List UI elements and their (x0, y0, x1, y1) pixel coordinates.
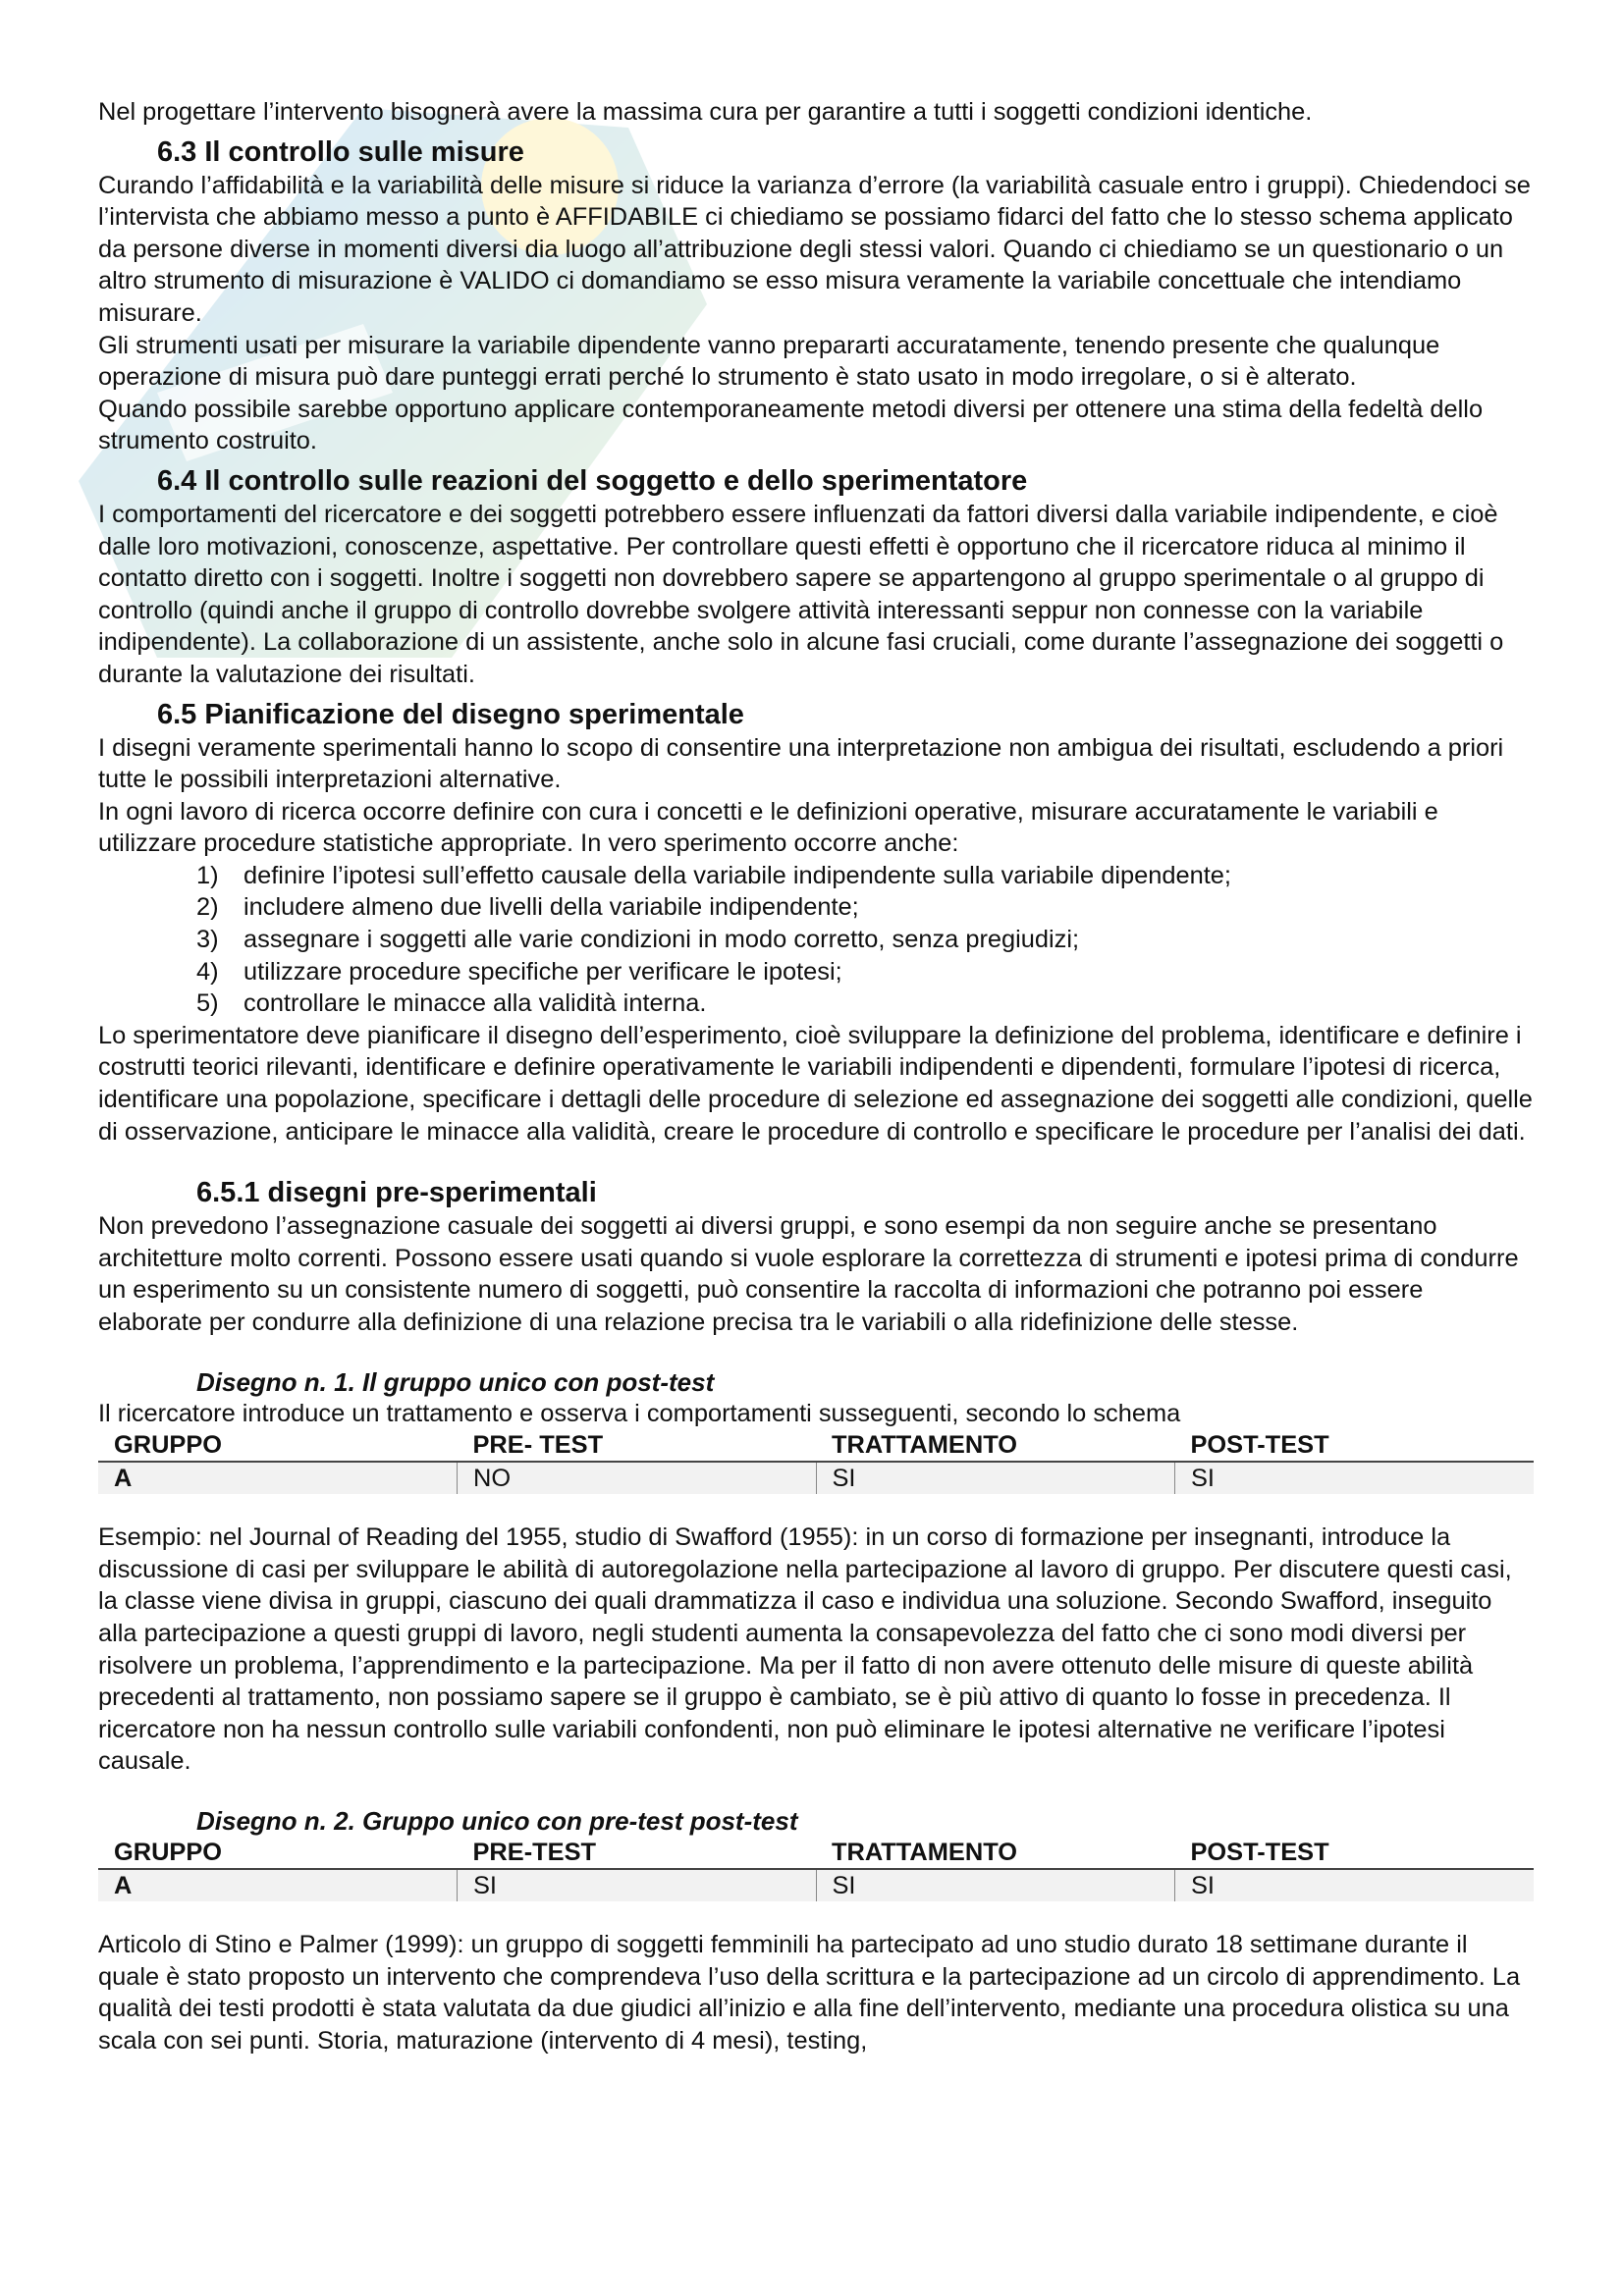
table-cell: SI (816, 1869, 1175, 1901)
table-header-gruppo: GRUPPO (98, 1429, 458, 1462)
section-6-5-paragraph-1: I disegni veramente sperimentali hanno lo scopo di consentire una interpretazione non ambigua dei risultati, escludendo a priori tutte le possibili interpretazioni alternative. (98, 733, 1504, 794)
table-header-post-test: POST-TEST (1175, 1837, 1535, 1869)
table-cell: SI (1175, 1869, 1535, 1901)
design-2-example: Articolo di Stino e Palmer (1999): un gruppo di soggetti femminili ha partecipato ad uno studio durato 18 settimane durante il quale è stato proposto un intervento che comprendeva l’uso della scrittura e la partecipazione ad un circolo di apprendimento. La qualità dei testi prodotti è stata valutata da due giudici all’inizio e alla fine dell’intervento, mediante una procedura olistica su una scala con sei punti. Storia, maturazione (intervento di 4 mesi), testing, (98, 1930, 1521, 2055)
section-6-5-paragraph-3: Lo sperimentatore deve pianificare il disegno dell’esperimento, cioè sviluppare la definizione del problema, identificare e definire i costrutti teorici rilevanti, identificare e definire operativamente le variabili indipendenti e dipendenti, formulare l’ipotesi di ricerca, identificare una popolazione, specificare i dettagli delle procedure di selezione ed assegnazione dei soggetti alle condizioni, quelle di osservazione, anticipare le minacce alla validità, creare le procedure di controllo e specificare le procedure per l’analisi dei dati. (98, 1021, 1533, 1146)
table-cell: A (98, 1462, 458, 1494)
section-6-4-paragraph: I comportamenti del ricercatore e dei soggetti potrebbero essere influenzati da fattori diversi dalla variabile indipendente, e cioè dalle loro motivazioni, conoscenze, aspettative. Per controllare questi effetti è opportuno che il ricercatore riduca al minimo il contatto diretto con i soggetti. Inoltre i soggetti non dovrebbero sapere se appartengono al gruppo sperimentale o al gruppo di controllo (quindi anche il gruppo di controllo dovrebbe svolgere attività interessanti seppur non connesse con la variabile indipendente). La collaborazione di un assistente, anche solo in alcune fasi cruciali, come durante l’assegnazione dei soggetti o durante la valutazione dei risultati. (98, 500, 1504, 688)
table-cell: SI (458, 1869, 817, 1901)
list-item: 2) includere almeno due livelli della variabile indipendente; (196, 893, 859, 922)
table-row (98, 1462, 1534, 1494)
section-6-3-paragraph-3: Quando possibile sarebbe opportuno applicare contemporaneamente metodi diversi per ottenere una stima della fedeltà dello strumento costruito. (98, 395, 1484, 455)
design-2-heading: Disegno n. 2. Gruppo unico con pre-test post-test (196, 1805, 798, 1836)
design-1-heading: Disegno n. 1. Il gruppo unico con post-test (196, 1366, 715, 1397)
table-cell: SI (816, 1462, 1175, 1494)
section-6-5-1-heading: 6.5.1 disegni pre-sperimentali (196, 1177, 597, 1209)
table-header-trattamento: TRATTAMENTO (816, 1837, 1175, 1869)
table-header-pre-test: PRE- TEST (458, 1429, 817, 1462)
list-item: 5) controllare le minacce alla validità interna. (196, 989, 707, 1018)
section-6-3-heading: 6.3 Il controllo sulle misure (157, 135, 524, 168)
document-page (98, 96, 1534, 2056)
design-1-table (98, 1429, 1534, 1494)
table-cell: SI (1175, 1462, 1535, 1494)
design-2-table (98, 1837, 1534, 1901)
section-6-3-paragraph-1: Curando l’affidabilità e la variabilità delle misure si riduce la varianza d’errore (la variabilità casuale entro i gruppi). Chiedendoci se l’intervista che abbiamo messo a punto è AFFIDABILE ci chiediamo se possiamo fidarci del fatto che lo stesso schema applicato da persone diverse in momenti diversi dia luogo all’attribuzione degli stessi valori. Quando ci chiediamo se un questionario o un altro strumento di misurazione è VALIDO ci domandiamo se esso misura veramente la variabile concettuale che intendiamo misurare. (98, 171, 1531, 327)
table-header-post-test: POST-TEST (1175, 1429, 1535, 1462)
section-6-5-heading: 6.5 Pianificazione del disegno sperimentale (157, 698, 744, 730)
list-item: 3) assegnare i soggetti alle varie condizioni in modo corretto, senza pregiudizi; (196, 926, 1080, 954)
section-6-4-heading: 6.4 Il controllo sulle reazioni del soggetto e dello sperimentatore (157, 464, 1028, 497)
section-6-5-1-paragraph: Non prevedono l’assegnazione casuale dei soggetti ai diversi gruppi, e sono esempi da non seguire anche se presentano architetture molto correnti. Possono essere usati quando si vuole esplorare la correttezza di strumenti e ipotesi prima di condurre un esperimento su un consistente numero di soggetti, può consentire la raccolta di informazioni che potranno poi essere elaborate per condurre alla definizione di una relazione precisa tra le variabili o alla ridefinizione delle stesse. (98, 1212, 1519, 1336)
table-cell: A (98, 1869, 458, 1901)
table-header-gruppo: GRUPPO (98, 1837, 458, 1869)
design-1-example: Esempio: nel Journal of Reading del 1955, studio di Swafford (1955): in un corso di formazione per insegnanti, introduce la discussione di casi per sviluppare le abilità di autoregolazione nella partecipazione al lavoro di gruppo. Per discutere questi casi, la classe viene divisa in gruppi, ciascuno dei quali drammatizza il caso e individua una soluzione. Secondo Swafford, inseguito alla partecipazione a questi gruppi di lavoro, negli studenti aumenta la consapevolezza del fatto che ci sono modi diversi per risolvere un problema, l’apprendimento e la partecipazione. Ma per il fatto di non avere ottenuto delle misure di queste abilità precedenti al trattamento, non possiamo sapere se il gruppo è cambiato, se è più attivo di quanto lo fosse in precedenza. Il ricercatore non ha nessun controllo sulle variabili confondenti, non può eliminare le ipotesi alternative ne verificare l’ipotesi causale. (98, 1523, 1512, 1776)
intro-paragraph: Nel progettare l’intervento bisognerà avere la massima cura per garantire a tutti i soggetti condizioni identiche. (98, 98, 1313, 126)
list-item: 4) utilizzare procedure specifiche per verificare le ipotesi; (196, 957, 842, 986)
list-item: 1) definire l’ipotesi sull’effetto causale della variabile indipendente sulla variabile dipendente; (196, 861, 1231, 889)
table-header-pre-test: PRE-TEST (458, 1837, 817, 1869)
requirements-list (98, 860, 1534, 1020)
section-6-5-paragraph-2: In ogni lavoro di ricerca occorre definire con cura i concetti e le definizioni operative, misurare accuratamente le variabili e utilizzare procedure statistiche appropriate. In vero sperimento occorre anche: (98, 797, 1438, 858)
table-row (98, 1869, 1534, 1901)
section-6-3-paragraph-2: Gli strumenti usati per misurare la variabile dipendente vanno prepararti accuratamente, tenendo presente che qualunque operazione di misura può dare punteggi errati perché lo strumento è stato usato in modo irregolare, o si è alterato. (98, 331, 1440, 392)
table-cell: NO (458, 1462, 817, 1494)
design-1-intro: Il ricercatore introduce un trattamento e osserva i comportamenti susseguenti, secondo lo schema (98, 1399, 1181, 1427)
table-header-trattamento: TRATTAMENTO (816, 1429, 1175, 1462)
